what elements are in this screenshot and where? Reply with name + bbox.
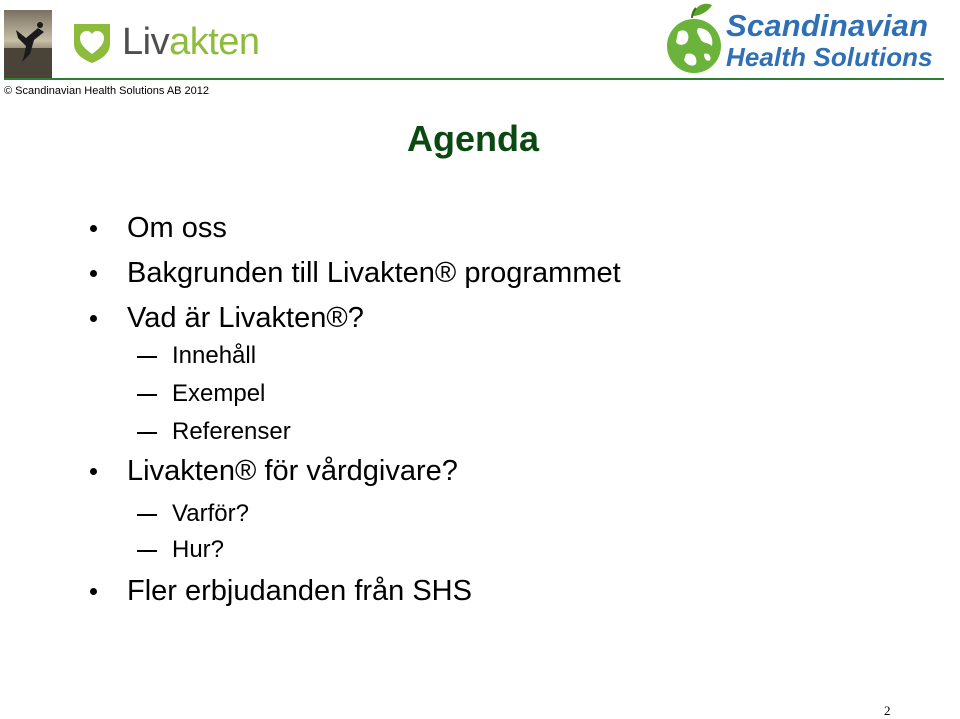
agenda-item: Bakgrunden till Livakten® programmet xyxy=(127,257,621,289)
bullet-icon xyxy=(90,588,97,595)
dash-icon xyxy=(137,432,157,434)
shs-logo-line2: Health Solutions xyxy=(726,42,933,72)
agenda-subitem: Innehåll xyxy=(172,342,257,369)
agenda-item: Om oss xyxy=(127,212,227,244)
livakten-wordmark-liv: Liv xyxy=(122,21,170,63)
agenda-item: Vad är Livakten®? xyxy=(127,302,364,334)
agenda-subitem: Referenser xyxy=(172,418,291,445)
agenda-subitem: Varför? xyxy=(172,500,249,527)
livakten-wordmark-akten: akten xyxy=(169,21,260,63)
bullet-icon xyxy=(90,468,97,475)
dash-icon xyxy=(137,514,157,516)
dash-icon xyxy=(137,394,157,396)
bullet-icon xyxy=(90,270,97,277)
slide-title: Agenda xyxy=(406,118,539,159)
page-number: 2 xyxy=(884,703,891,718)
shs-logo-line1: Scandinavian xyxy=(726,8,929,43)
agenda-item: Livakten® för vårdgivare? xyxy=(127,455,458,487)
agenda-item: Fler erbjudanden från SHS xyxy=(127,575,472,607)
copyright-notice: © Scandinavian Health Solutions AB 2012 xyxy=(4,85,210,97)
agenda-subitem: Exempel xyxy=(172,380,266,407)
bullet-icon xyxy=(90,225,97,232)
dash-icon xyxy=(137,356,157,358)
agenda-subitem: Hur? xyxy=(172,536,225,563)
dash-icon xyxy=(137,550,157,552)
bullet-icon xyxy=(90,315,97,322)
